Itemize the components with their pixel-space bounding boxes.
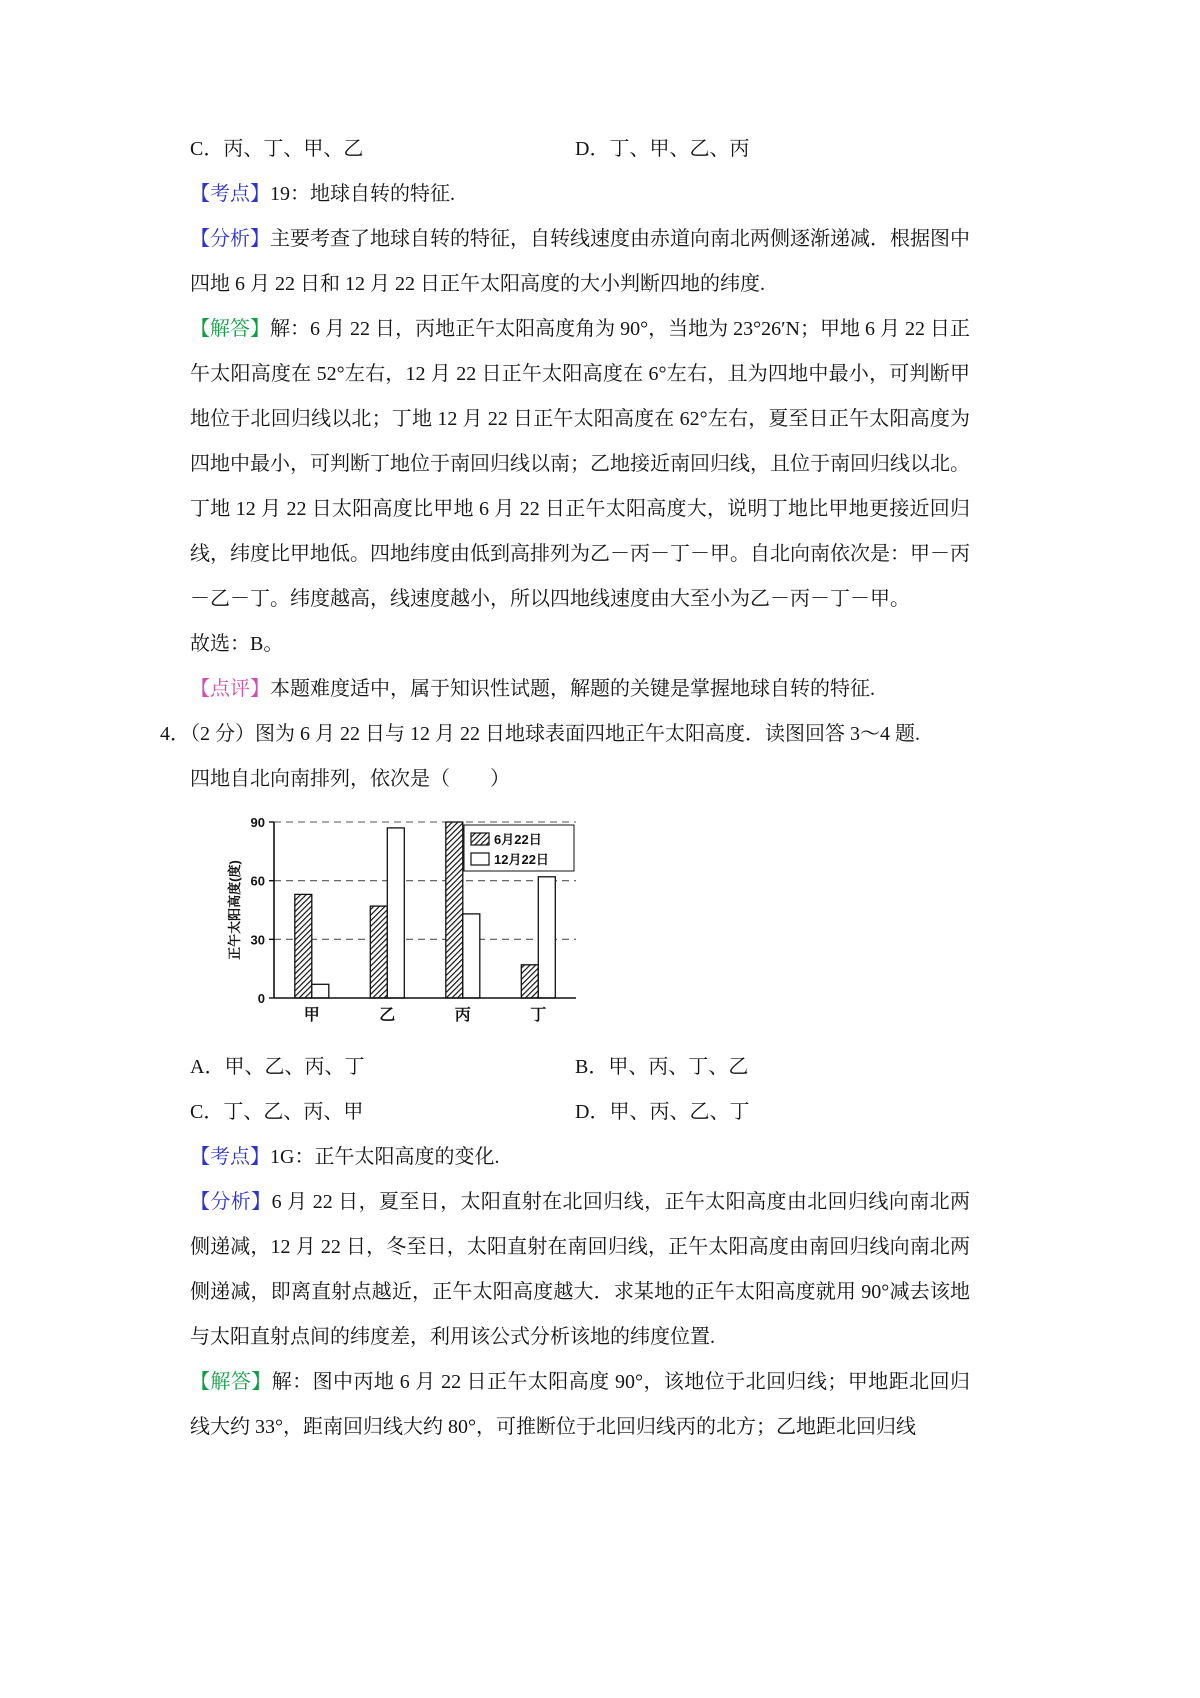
fenxi-label: 【分析】 <box>190 1191 272 1213</box>
q4-option-a: A．甲、乙、丙、丁 <box>190 1056 365 1078</box>
q3-jieda-text: 解：6 月 22 日，丙地正午太阳高度角为 90°，当地为 23°26′N；甲地 6 月 22 日正午太阳高度在 52°左右，12 月 22 日正午太阳高度在 6°左右，且为四地中最小，可判断甲地位于北回归线以北；丁地 12 月 22 日正午太阳高度在 62°左右，夏至日正午太阳高度为四地中最小，可判断丁地位于南回归线以南；乙地接近南回归线，且位于南回归线以北。丁地 12 月 22 日太阳高度比甲地 6 月 22 日正午太阳高度大，说明丁地比甲地更接近回归线，纬度比甲地低。四地纬度由低到高排列为乙－丙－丁－甲。自北向南依次是：甲－丙－乙－丁。纬度越高，线速度越小，所以四地线速度由大至小为乙－丙－丁－甲。 <box>190 318 970 610</box>
q3-option-c: C．丙、丁、甲、乙 <box>190 138 364 160</box>
q4-option-b: B．甲、丙、丁、乙 <box>575 1056 749 1078</box>
svg-text:30: 30 <box>250 932 265 948</box>
q4-jieda-text: 解：图中丙地 6 月 22 日正午太阳高度 90°，该地位于北回归线；甲地距北回归线大约 33°，距南回归线大约 80°，可推断位于北回归线丙的北方；乙地距北回归线 <box>190 1371 971 1438</box>
q3-option-d: D．丁、甲、乙、丙 <box>575 138 750 160</box>
q3-options-row <box>190 127 970 172</box>
kaodian-label: 【考点】 <box>190 1146 270 1168</box>
svg-text:正午太阳高度(度): 正午太阳高度(度) <box>227 860 242 960</box>
bar-chart-svg <box>226 810 586 1034</box>
q3-answer-line: 故选：B。 <box>190 633 284 655</box>
q4-question: 四地自北向南排列，依次是（ ） <box>190 768 510 790</box>
q3-jieda-para <box>190 307 970 622</box>
svg-text:丙: 丙 <box>454 1007 471 1024</box>
noon-sun-altitude-figure <box>226 810 970 1039</box>
svg-text:丁: 丁 <box>530 1007 547 1024</box>
jieda-label: 【解答】 <box>190 1371 272 1393</box>
q4-kaodian-text: 1G：正午太阳高度的变化. <box>270 1146 500 1168</box>
jieda-label: 【解答】 <box>190 318 271 340</box>
q3-dianping-text: 本题难度适中，属于知识性试题，解题的关键是掌握地球自转的特征. <box>270 678 875 700</box>
q4-options-row-2 <box>190 1090 970 1135</box>
svg-text:6月22日: 6月22日 <box>494 832 542 847</box>
q4-kaodian-para <box>190 1135 970 1180</box>
q3-dianping-para <box>190 667 970 712</box>
q4-option-c: C．丁、乙、丙、甲 <box>190 1101 364 1123</box>
q4-fenxi-para <box>190 1180 970 1360</box>
dianping-label: 【点评】 <box>190 678 270 700</box>
fenxi-label: 【分析】 <box>190 228 270 250</box>
q4-option-d: D．甲、丙、乙、丁 <box>575 1101 750 1123</box>
q4-fenxi-text: 6 月 22 日，夏至日，太阳直射在北回归线，正午太阳高度由北回归线向南北两侧递减，12 月 22 日，冬至日，太阳直射在南回归线，正午太阳高度由南回归线向南北两侧递减，即离直射点越近，正午太阳高度越大．求某地的正午太阳高度就用 90°减去该地与太阳直射点间的纬度差，利用该公式分析该地的纬度位置. <box>190 1191 971 1348</box>
svg-text:90: 90 <box>250 815 265 830</box>
svg-text:乙: 乙 <box>379 1007 396 1024</box>
svg-text:0: 0 <box>257 991 265 1006</box>
q3-kaodian-para <box>190 172 970 217</box>
q4-options-row-1 <box>190 1045 970 1090</box>
q4-jieda-para <box>190 1360 970 1450</box>
q3-kaodian-text: 19：地球自转的特征. <box>270 183 455 205</box>
svg-text:甲: 甲 <box>303 1007 320 1024</box>
q3-fenxi-text: 主要考查了地球自转的特征，自转线速度由赤道向南北两侧逐渐递减．根据图中四地 6 月 22 日和 12 月 22 日正午太阳高度的大小判断四地的纬度. <box>190 228 970 295</box>
svg-text:12月22日: 12月22日 <box>494 852 549 867</box>
svg-text:60: 60 <box>250 873 265 889</box>
kaodian-label: 【考点】 <box>190 183 270 205</box>
q4-stem: 4．（2 分）图为 6 月 22 日与 12 月 22 日地球表面四地正午太阳高度．读图回答 3～4 题. <box>160 723 920 745</box>
q3-fenxi-para <box>190 217 970 307</box>
